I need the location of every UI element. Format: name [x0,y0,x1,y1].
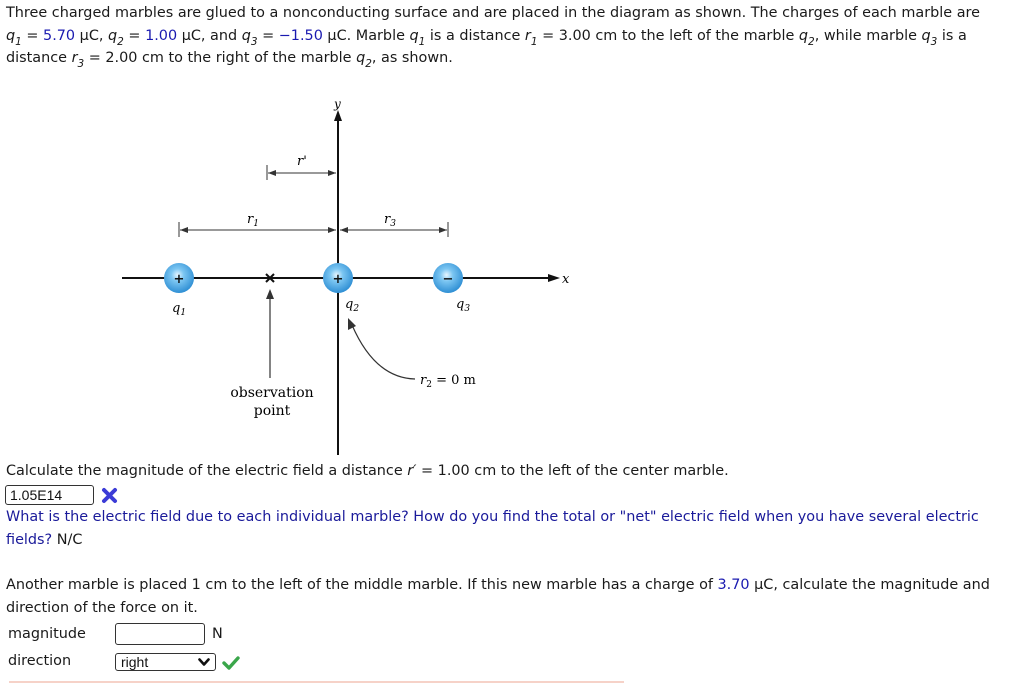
x-axis-arrow-icon [548,274,560,282]
svg-text:r1: $r_1$ [247,212,259,229]
q2-value: 1.00 [145,27,178,44]
feedback-divider [9,681,624,683]
magnitude-input[interactable] [115,623,205,645]
unit-label: N/C [56,531,83,548]
observation-point-marker [266,274,274,378]
question1-hint [6,506,1011,551]
r2-annotation [348,318,476,390]
r3-dimension [340,212,448,237]
r-prime-symbol: r′ [407,463,417,479]
q1-value: 5.70 [43,27,76,44]
q2-symbol: $q_2$ [108,27,124,48]
observation-label-line2: point [253,403,291,419]
chevron-down-icon [198,658,210,667]
intro-paragraph [6,2,1018,70]
marble-q1 [164,263,194,318]
svg-text:r3: $r_3$ [384,212,396,229]
magnitude-label: magnitude [8,626,86,642]
r-prime-dimension [267,154,336,180]
direction-select[interactable]: right [115,653,216,671]
svg-text:q3: $q_3$ [456,297,471,314]
y-axis-label: y [334,97,341,111]
q1-symbol: $q_1$ [6,27,22,48]
minus-sign-icon: − [442,272,454,287]
svg-text:q2: $q_2$ [345,297,360,314]
direction-label: direction [8,653,72,669]
intro-line-3: distance $r_3 = 2.00$ cm to the right of the marble $q_2$, as shown. [6,50,453,70]
intro-line-2: $q_1 = 5.70$ μC, $q_2 = 1.00$ μC, and $q_3 = -1.50$ μC. Marble $q_1$ is a distance $r_1 = 3.00$ cm to the left of the marble $q_2$, while marble $q_3$ is a [6,27,967,48]
observation-label-line1: observation [230,385,314,401]
marble-q2 [323,263,359,314]
svg-text:q1: $q_1$ [172,301,187,318]
question1-answer-input[interactable]: 1.05E14 [5,485,94,505]
y-axis-arrow-icon [334,110,342,121]
svg-text:r2 = 0 m: $r_2 = 0$ m [420,373,476,390]
plus-sign-icon: + [332,272,344,287]
magnitude-unit: N [212,626,223,642]
r1-dimension [179,212,336,237]
question1-prompt: Calculate the magnitude of the electric field a distance r′ = 1.00 cm to the left of the center marble. [6,463,729,479]
new-charge-value: 3.70 [717,577,750,593]
question2-prompt: Another marble is placed 1 cm to the left of the middle marble. If this new marble has a charge of 3.70 μC, calculate the magnitude and direction of the force on it. [6,577,990,616]
x-axis-label: x [562,272,570,287]
svg-text:r': r' [297,154,307,169]
x-mark-icon [101,487,118,504]
hint-text: What is the electric field due to each individual marble? How do you find the total or "net" electric field when you have several electric fields? [6,509,979,548]
check-mark-icon [222,655,240,670]
intro-line-1: Three charged marbles are glued to a nonconducting surface and are placed in the diagram as shown. The charges of each marble are [6,5,980,21]
marble-q3 [433,263,470,314]
charges-diagram [110,95,590,460]
q3-value: −1.50 [278,27,323,44]
q3-symbol: $q_3$ [241,27,258,48]
plus-sign-icon: + [173,272,185,287]
